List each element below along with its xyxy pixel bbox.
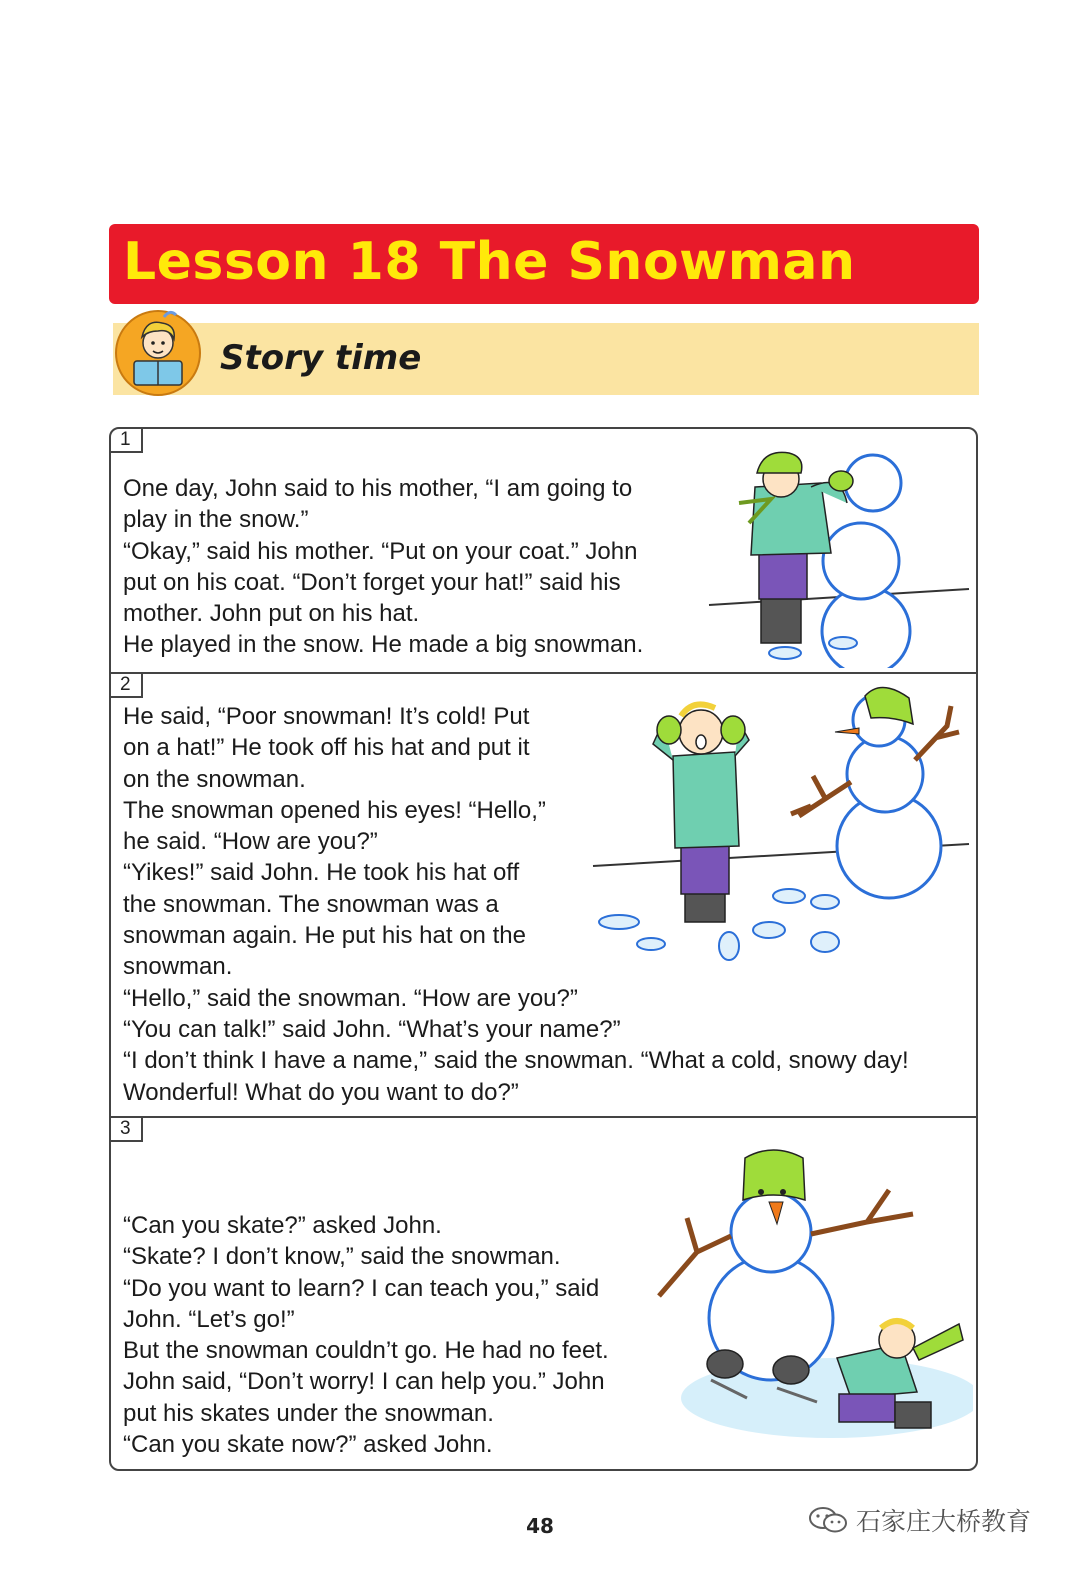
story-line: “Yikes!” said John. He took his hat off bbox=[123, 859, 520, 887]
story-line: snowman again. He put his hat on the bbox=[123, 922, 526, 950]
panel-number: 3 bbox=[111, 1118, 143, 1142]
story-line: “Okay,” said his mother. “Put on your coat.” John bbox=[123, 537, 638, 565]
story-line: But the snowman couldn’t go. He had no feet. bbox=[123, 1337, 609, 1365]
lesson-title-bar bbox=[109, 224, 979, 304]
story-line: “I don’t think I have a name,” said the snowman. “What a cold, snowy day! bbox=[123, 1047, 909, 1075]
panel-number: 2 bbox=[111, 674, 143, 698]
story-line: on a hat!” He took off his hat and put it bbox=[123, 734, 530, 762]
story-panel-1 bbox=[111, 429, 976, 672]
story-line: snowman. bbox=[123, 953, 233, 981]
story-line: The snowman opened his eyes! “Hello,” bbox=[123, 796, 546, 824]
reading-child-icon bbox=[112, 305, 204, 397]
story-line: John said, “Don’t worry! I can help you.” John bbox=[123, 1368, 605, 1396]
story-line: John. “Let’s go!” bbox=[123, 1305, 295, 1333]
watermark bbox=[808, 1502, 1031, 1538]
panel-number: 1 bbox=[111, 429, 143, 453]
story-panel-3 bbox=[111, 1116, 976, 1471]
story-panel-2 bbox=[111, 672, 976, 1118]
story-line: put his skates under the snowman. bbox=[123, 1399, 494, 1427]
story-line: play in the snow.” bbox=[123, 506, 309, 534]
panel-1-text bbox=[123, 473, 643, 661]
story-line: One day, John said to his mother, “I am going to bbox=[123, 475, 633, 502]
page-number: 48 bbox=[526, 1514, 554, 1538]
story-line: mother. John put on his hat. bbox=[123, 600, 420, 628]
story-line: “Hello,” said the snowman. “How are you?” bbox=[123, 984, 578, 1012]
story-line: on the snowman. bbox=[123, 765, 306, 793]
story-line: the snowman. The snowman was a bbox=[123, 890, 499, 918]
watermark-text: 石家庄大桥教育 bbox=[855, 1507, 1031, 1536]
story-line: “You can talk!” said John. “What’s your name?” bbox=[123, 1015, 621, 1043]
story-panels bbox=[109, 427, 978, 1471]
section-label: Story time bbox=[220, 338, 422, 378]
story-line: He said, “Poor snowman! It’s cold! Put bbox=[123, 703, 530, 730]
lesson-title: Lesson 18 The Snowman bbox=[123, 232, 856, 292]
boy-and-talking-snowman-illustration bbox=[589, 686, 973, 976]
panel-3-text bbox=[123, 1210, 609, 1460]
story-line: he said. “How are you?” bbox=[123, 828, 378, 856]
boy-building-snowman-illustration bbox=[651, 443, 971, 668]
snowman-skating-illustration bbox=[641, 1148, 973, 1448]
story-line: He played in the snow. He made a big snowman. bbox=[123, 631, 644, 659]
story-line: “Do you want to learn? I can teach you,” said bbox=[123, 1274, 600, 1302]
story-line: Wonderful! What do you want to do?” bbox=[123, 1078, 519, 1106]
wechat-icon bbox=[808, 1505, 848, 1535]
story-line: “Can you skate?” asked John. bbox=[123, 1212, 442, 1239]
story-line: “Can you skate now?” asked John. bbox=[123, 1431, 493, 1459]
story-line: put on his coat. “Don’t forget your hat!” said his bbox=[123, 568, 621, 596]
story-line: “Skate? I don’t know,” said the snowman. bbox=[123, 1243, 561, 1271]
